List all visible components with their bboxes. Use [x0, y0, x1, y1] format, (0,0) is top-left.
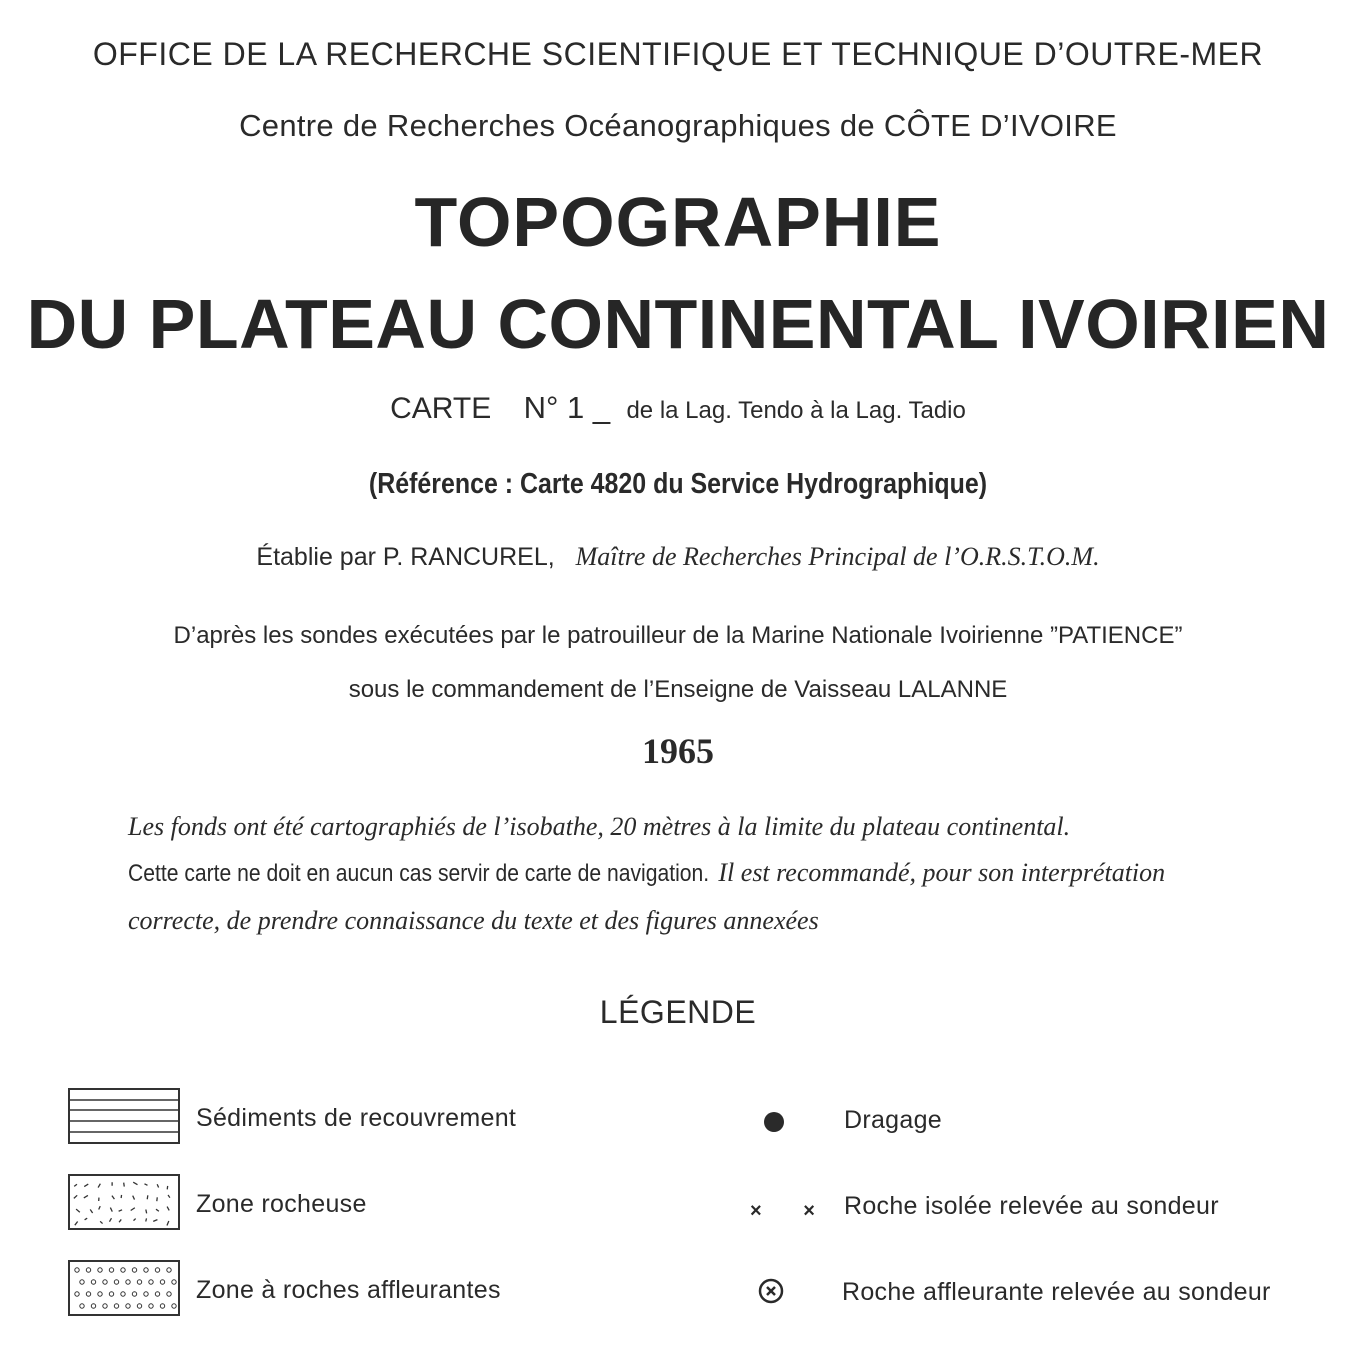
- legend-label-roche-affleurante: Roche affleurante relevée au sondeur: [842, 1278, 1271, 1306]
- legend-label-sediments: Sédiments de recouvrement: [196, 1104, 517, 1132]
- dashes-pattern: [68, 1174, 180, 1230]
- carte-range: de la Lag. Tendo à la Lag. Tadio: [626, 397, 966, 424]
- note-line-2: [128, 858, 1268, 888]
- sous-line: sous le commandement de l’Enseigne de Vaisseau LALANNE: [348, 676, 1008, 703]
- year: 1965: [642, 731, 714, 771]
- note-line-3: correcte, de prendre connaissance du texte et des figures annexées: [128, 906, 819, 935]
- carte-label: CARTE: [390, 392, 492, 425]
- title-line-2: DU PLATEAU CONTINENTAL IVOIRIEN: [26, 285, 1330, 363]
- legend-label-zone-rocheuse: Zone rocheuse: [196, 1190, 367, 1218]
- carte-line: [0, 390, 1356, 426]
- filled-dot-icon: [764, 1112, 784, 1132]
- horizontal-lines-pattern: [68, 1088, 180, 1144]
- legend-label-roches-affleurantes: Zone à roches affleurantes: [196, 1276, 501, 1304]
- reference-line: (Référence : Carte 4820 du Service Hydrographique): [368, 468, 988, 500]
- title-line-1: TOPOGRAPHIE: [414, 183, 942, 261]
- header-centre: Centre de Recherches Océanographiques de CÔTE D’IVOIRE: [239, 108, 1117, 143]
- note-line-2-upright: Cette carte ne doit en aucun cas servir de carte de navigation.: [128, 860, 710, 887]
- carte-number: N° 1 _: [523, 390, 611, 425]
- note-line-2-italic: Il est recommandé, pour son interprétation: [718, 858, 1166, 887]
- note-line-1: Les fonds ont été cartographiés de l’isobathe, 20 mètres à la limite du plateau continental.: [128, 812, 1071, 841]
- header-office: OFFICE DE LA RECHERCHE SCIENTIFIQUE ET TECHNIQUE D’OUTRE-MER: [92, 36, 1264, 72]
- legend-label-dragage: Dragage: [844, 1106, 942, 1134]
- circled-cross-icon: [758, 1278, 784, 1304]
- legend-title: LÉGENDE: [599, 994, 757, 1030]
- legend-label-roche-isolee: Roche isolée relevée au sondeur: [844, 1192, 1219, 1220]
- circles-pattern: [68, 1260, 180, 1316]
- cross-marks-icon: × ×: [750, 1200, 833, 1222]
- etablie-title: Maître de Recherches Principal de l’O.R.S.T.O.M.: [575, 542, 1100, 571]
- dapres-line: D’après les sondes exécutées par le patrouilleur de la Marine Nationale Ivoirienne ”PATIENCE”: [173, 622, 1183, 649]
- etablie-line: [0, 542, 1356, 572]
- etablie-by: Établie par P. RANCUREL,: [256, 543, 555, 571]
